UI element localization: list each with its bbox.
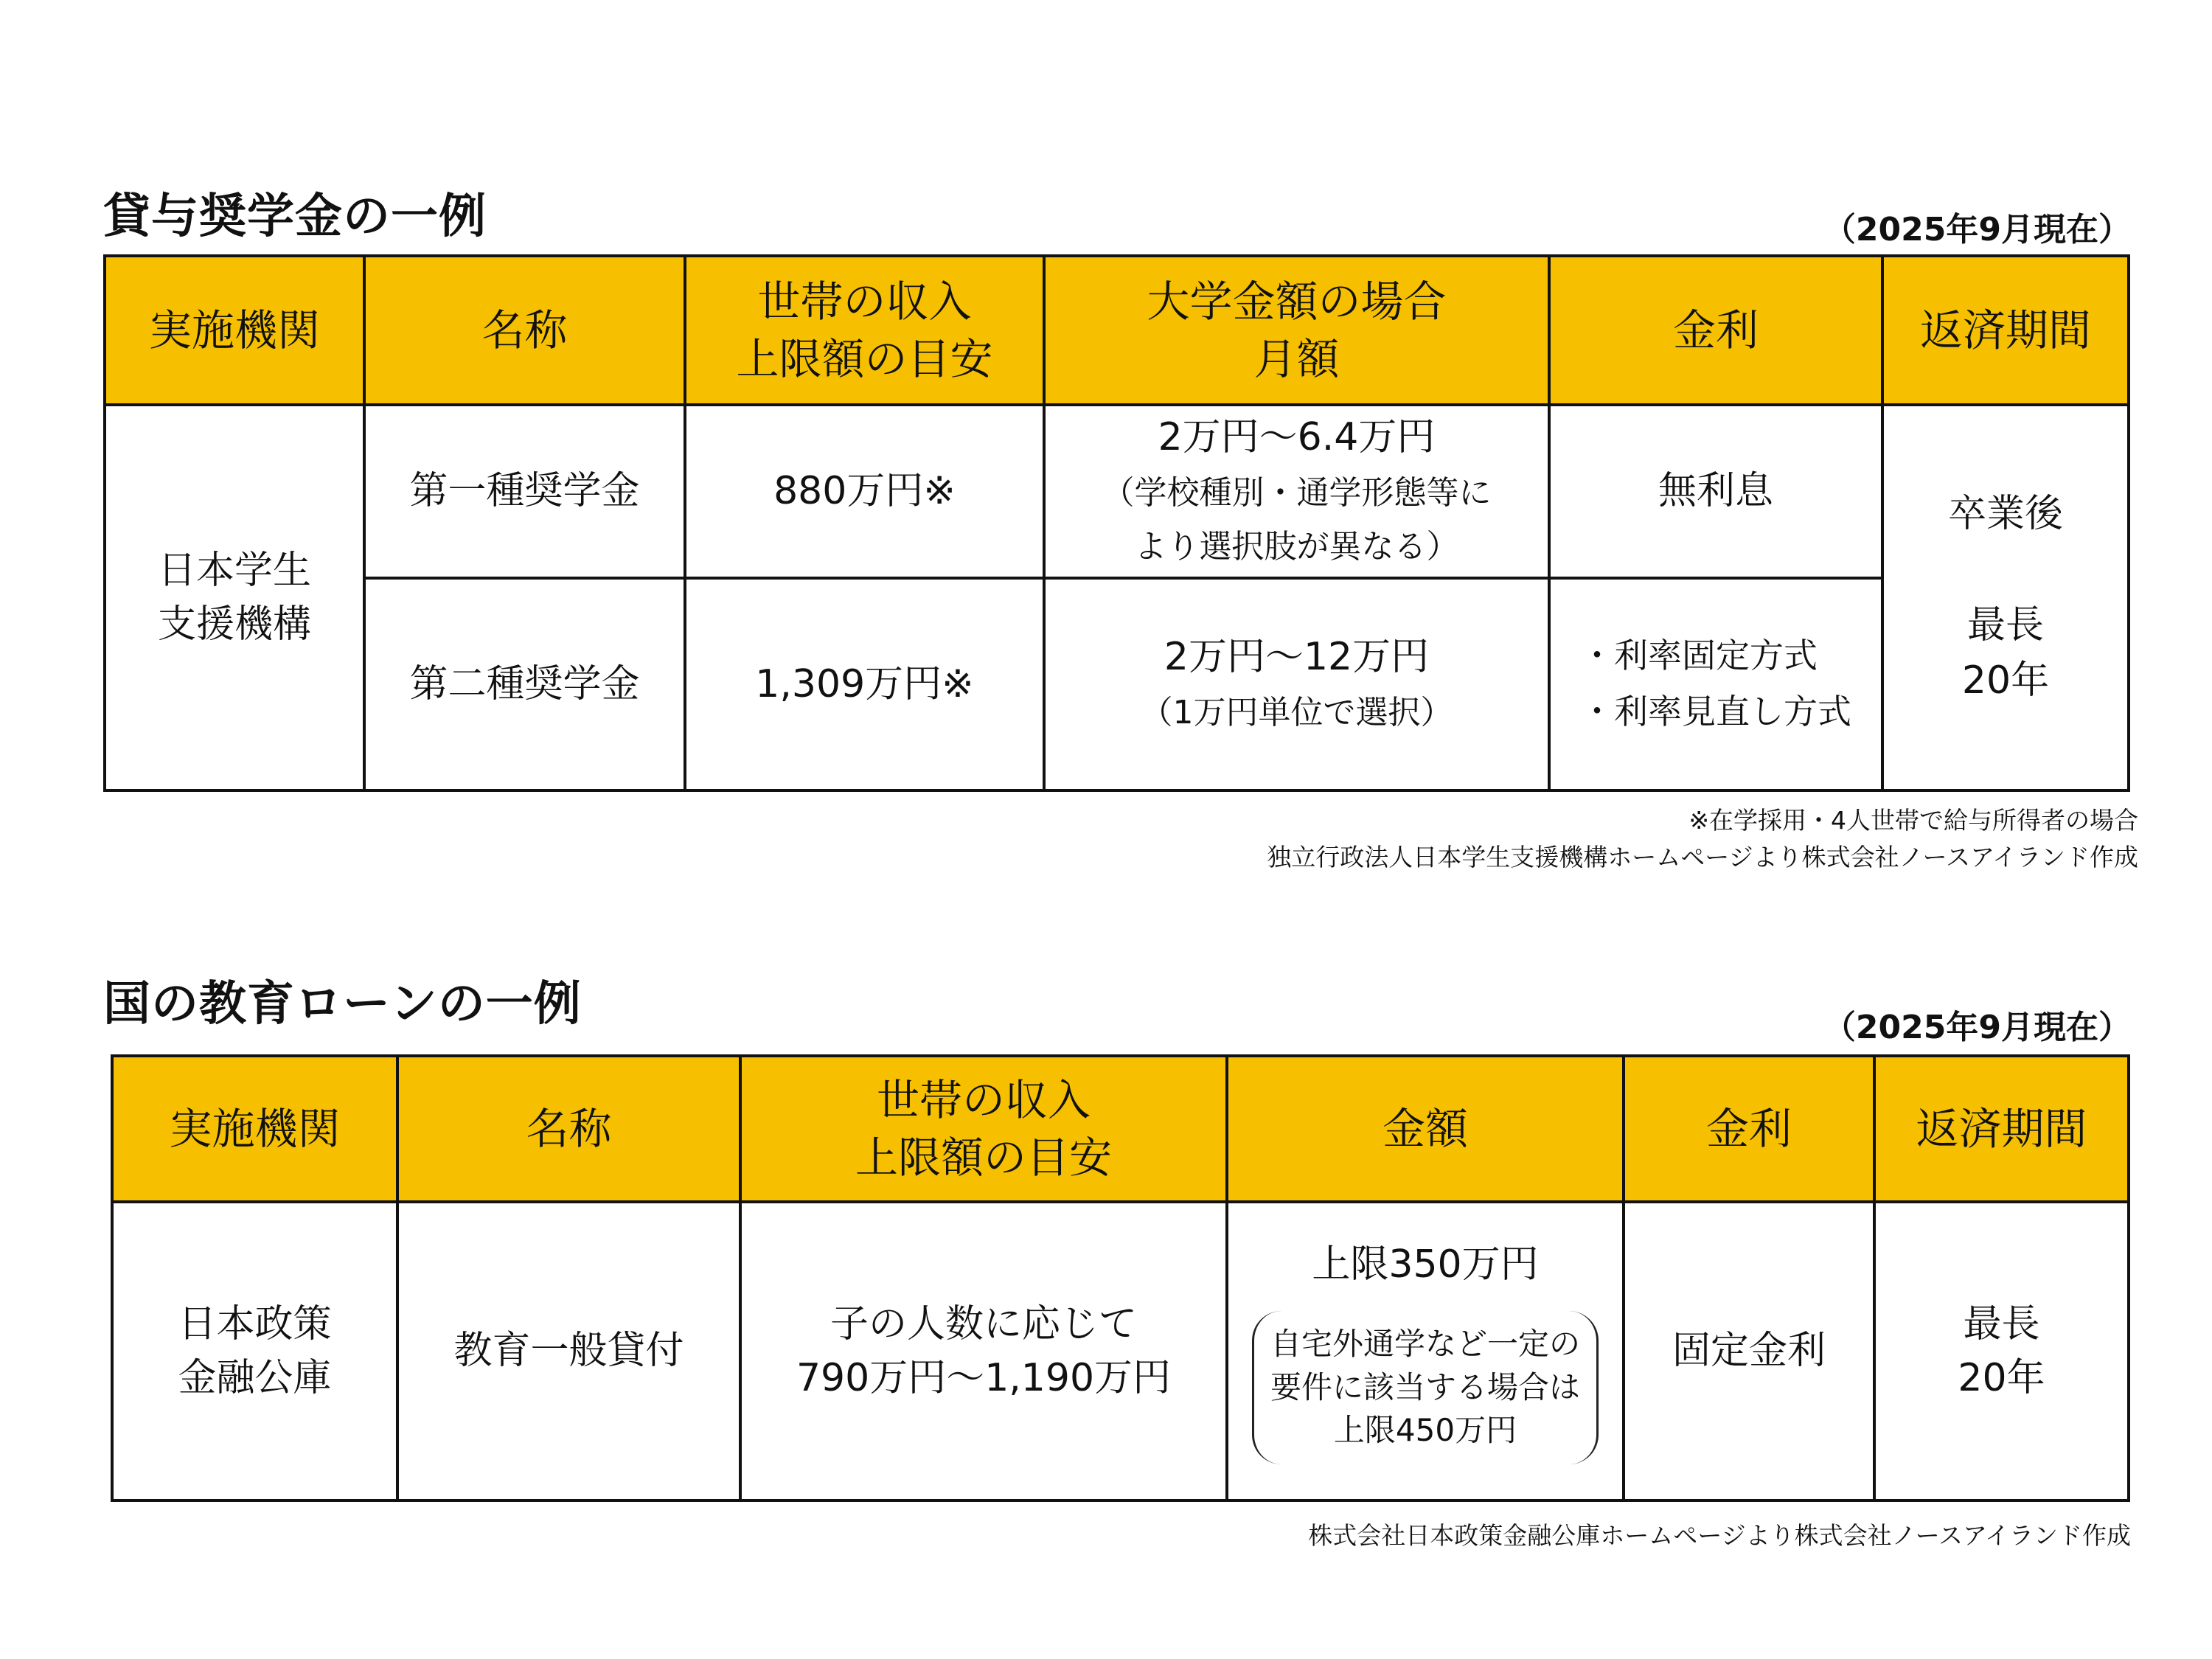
amount-bracket-note: 自宅外通学など一定の 要件に該当する場合は 上限450万円	[1252, 1311, 1599, 1464]
cell-income: 880万円※	[685, 405, 1044, 578]
table-row	[112, 1202, 2129, 1500]
header-rate: 金利	[1549, 256, 1882, 405]
scholarship-title: 貸与奨学金の一例	[103, 189, 487, 244]
loan-header-row	[112, 1056, 2129, 1202]
cell-org: 日本学生 支援機構	[105, 405, 364, 790]
header-rate: 金利	[1624, 1056, 1874, 1202]
cell-name: 第一種奨学金	[364, 405, 685, 578]
cell-name: 第二種奨学金	[364, 578, 685, 790]
cell-amount: 2万円〜12万円 （1万円単位で選択）	[1044, 578, 1549, 790]
cell-rate: 固定金利	[1624, 1202, 1874, 1500]
loan-as-of-date: （2025年9月現在）	[1823, 1009, 2131, 1046]
header-income: 世帯の収入 上限額の目安	[740, 1056, 1227, 1202]
scholarship-header-row	[105, 256, 2129, 405]
header-org: 実施機関	[105, 256, 364, 405]
loan-title: 国の教育ローンの一例	[103, 977, 582, 1032]
scholarship-table	[103, 254, 2130, 792]
loan-footnote: 株式会社日本政策金融公庫ホームページより株式会社ノースアイランド作成	[1308, 1521, 2131, 1550]
cell-name: 教育一般貸付	[397, 1202, 740, 1500]
cell-amount: 2万円〜6.4万円 （学校種別・通学形態等に より選択肢が異なる）	[1044, 405, 1549, 578]
header-org: 実施機関	[112, 1056, 397, 1202]
header-amount: 金額	[1227, 1056, 1624, 1202]
header-name: 名称	[364, 256, 685, 405]
loan-table	[111, 1054, 2130, 1502]
cell-org: 日本政策 金融公庫	[112, 1202, 397, 1500]
table-row	[105, 578, 2129, 790]
cell-amount: 上限350万円 自宅外通学など一定の 要件に該当する場合は 上限450万円	[1227, 1202, 1624, 1500]
scholarship-footnote: ※在学採用・4人世帯で給与所得者の場合 独立行政法人日本学生支援機構ホームページより株式会社ノースアイランド作成	[1267, 806, 2138, 872]
scholarship-as-of-date: （2025年9月現在）	[1823, 211, 2131, 248]
header-repay: 返済期間	[1874, 1056, 2129, 1202]
cell-repay: 卒業後 最長 20年	[1882, 405, 2129, 790]
cell-income: 1,309万円※	[685, 578, 1044, 790]
table-row	[105, 405, 2129, 578]
header-repay: 返済期間	[1882, 256, 2129, 405]
header-amount: 大学金額の場合 月額	[1044, 256, 1549, 405]
cell-income: 子の人数に応じて 790万円〜1,190万円	[740, 1202, 1227, 1500]
cell-rate: 無利息	[1549, 405, 1882, 578]
cell-repay: 最長 20年	[1874, 1202, 2129, 1500]
cell-rate: ・利率固定方式 ・利率見直し方式	[1549, 578, 1882, 790]
header-income: 世帯の収入 上限額の目安	[685, 256, 1044, 405]
header-name: 名称	[397, 1056, 740, 1202]
